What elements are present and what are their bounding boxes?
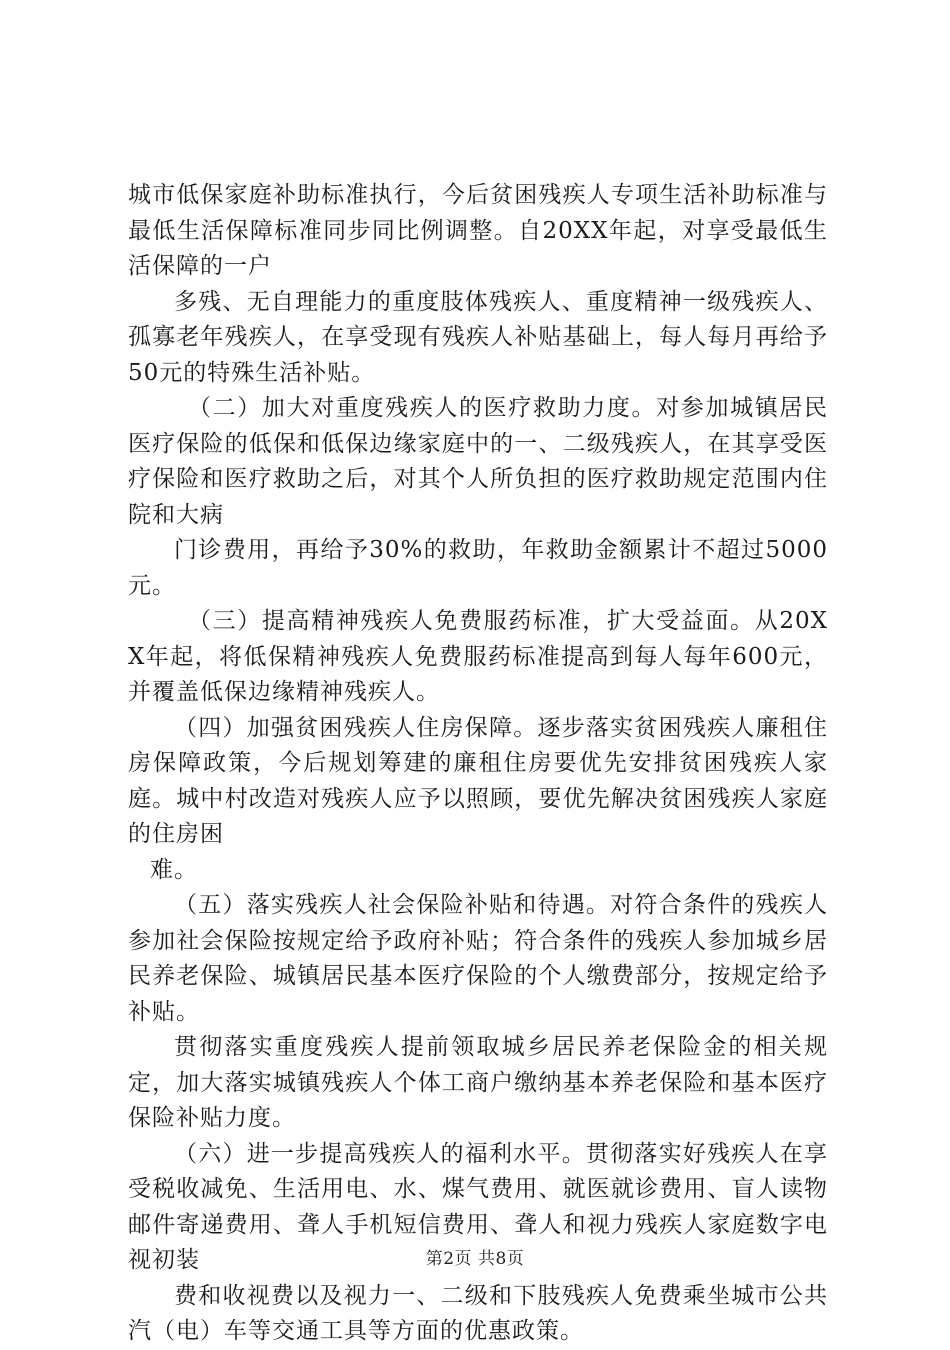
paragraph-11: 费和收视费以及视力一、二级和下肢残疾人免费乘坐城市公共汽（电）车等交通工具等方面的优惠政策。 [128, 1282, 828, 1344]
paragraph-9: 贯彻落实重度残疾人提前领取城乡居民养老保险金的相关规定，加大落实城镇残疾人个体工商户缴纳基本养老保险和基本医疗保险补贴力度。 [128, 1034, 828, 1131]
paragraph-2: 多残、无自理能力的重度肢体残疾人、重度精神一级残疾人、孤寡老年残疾人，在享受现有残疾人补贴基础上，每人每月再给予50元的特殊生活补贴。 [128, 288, 828, 386]
paragraph-1: 城市低保家庭补助标准执行，今后贫困残疾人专项生活补助标准与最低生活保障标准同步同比例调整。自20XX年起，对享受最低生活保障的一户 [128, 182, 828, 279]
paragraph-3: （二）加大对重度残疾人的医疗救助力度。对参加城镇居民医疗保险的低保和低保边缘家庭中的一、二级残疾人，在其享受医疗保险和医疗救助之后，对其个人所负担的医疗救助规定范围内住院和大病 [128, 395, 828, 528]
paragraph-5: （三）提高精神残疾人免费服药标准，扩大受益面。从20XX年起，将低保精神残疾人免费服药标准提高到每人每年600元，并覆盖低保边缘精神残疾人。 [128, 608, 828, 705]
paragraph-6: （四）加强贫困残疾人住房保障。逐步落实贫困残疾人廉租住房保障政策，今后规划筹建的廉租住房要优先安排贫困残疾人家庭。城中村改造对残疾人应予以照顾，要优先解决贫困残疾人家庭的住房困 [128, 714, 828, 847]
paragraph-4: 门诊费用，再给予30%的救助，年救助金额累计不超过5000元。 [128, 537, 828, 599]
paragraph-10: （六）进一步提高残疾人的福利水平。贯彻落实好残疾人在享受税收减免、生活用电、水、煤气费用、就医就诊费用、盲人读物邮件寄递费用、聋人手机短信费用、聋人和视力残疾人家庭数字电视初装 [128, 1140, 828, 1273]
paragraph-8: （五）落实残疾人社会保险补贴和待遇。对符合条件的残疾人参加社会保险按规定给予政府补贴；符合条件的残疾人参加城乡居民养老保险、城镇居民基本医疗保险的个人缴费部分，按规定给予补贴。 [128, 892, 828, 1025]
document-body [128, 178, 828, 1350]
paragraph-7: 难。 [150, 856, 198, 883]
page-number-footer: 第2页 共8页 [425, 1249, 525, 1269]
